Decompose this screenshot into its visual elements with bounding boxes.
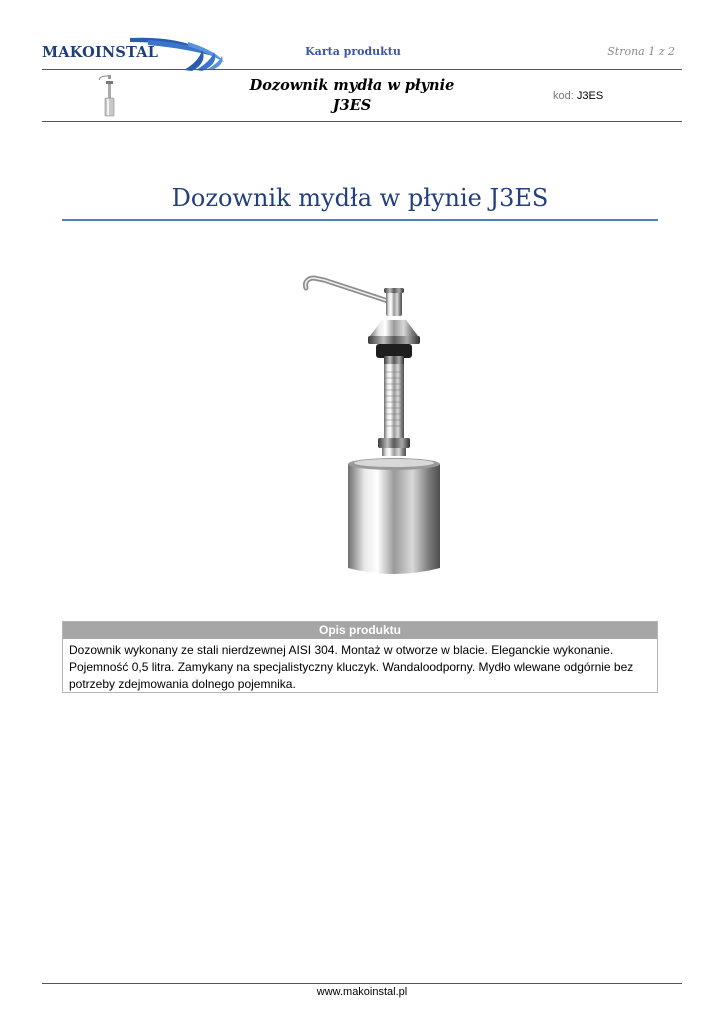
header-divider-top	[42, 69, 682, 70]
page-title: Dozownik mydła w płynie J3ES	[171, 184, 549, 212]
product-thumbnail	[96, 74, 118, 118]
document-type: Karta produktu	[305, 45, 401, 58]
title-underline	[62, 219, 658, 221]
logo-swoosh-icon	[128, 36, 228, 72]
header-divider-bottom	[42, 121, 682, 122]
footer-website: www.makoinstal.pl	[316, 986, 408, 998]
logo-text: MAKOINSTAL	[42, 44, 159, 61]
description-text: Dozownik wykonany ze stali nierdzewnej AISI 304. Montaż w otworze w blacie. Eleganckie wykonanie. Pojemność 0,5 litra. Zamykany na specjalistyczny kluczyk. Wandaloodporny. Mydło wlewane odgórnie bez potrzeby zdejmowania dolnego pojemnika.	[69, 643, 634, 691]
company-logo	[42, 36, 187, 72]
product-name-line1: Dozownik mydła w płynie	[249, 77, 455, 94]
product-code-value: J3ES	[576, 90, 604, 102]
product-code-label: kod:	[553, 90, 574, 102]
product-name-header	[230, 76, 474, 116]
description-table	[62, 621, 658, 693]
page-indicator: Strona 1 z 2	[607, 45, 675, 58]
description-heading: Opis produktu	[63, 622, 657, 639]
product-image	[298, 268, 444, 584]
product-code	[553, 90, 603, 102]
product-name-line2: J3ES	[332, 97, 372, 114]
footer-divider	[42, 983, 682, 984]
